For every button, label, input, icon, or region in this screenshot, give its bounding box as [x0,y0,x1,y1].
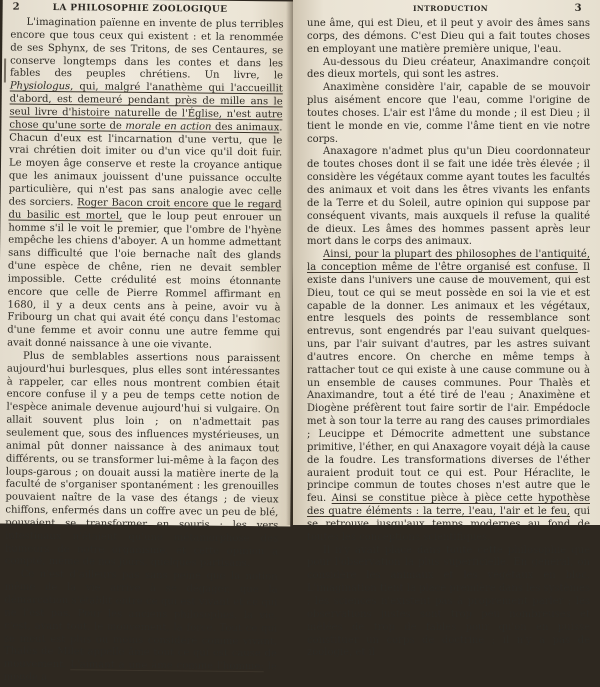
left-running-head: LA PHILOSOPHIE ZOOLOGIQUE [52,3,228,15]
paragraph [307,82,590,146]
underlined-passage: Ainsi se constitue pièce à pièce cette hypothèse des quatre éléments : la terre, l'eau, l'air et le feu, [307,493,590,518]
paragraph [307,545,590,661]
underlined-passage: Ainsi, pour la plupart des philosophes de l'antiquité, la conception même de l'être organisé est confuse. [307,249,590,274]
left-page-header [9,0,284,19]
paragraph [307,249,590,544]
right-page [293,0,600,659]
left-page [0,0,296,684]
underlined-passage: morale en action [125,120,212,133]
text-run: Au-dessous du Dieu créateur, Anaximandre conçoit des dieux mortels, qui sont les astres. [307,56,590,81]
text-run: Il n'y avait place dans toute cette philosophie que pour l'observation la plus superficielle. En général, on considère les animaux et les végétaux en bloc. L'imagination tient la place première dans les systèmes ; les sciences n'existent pas à proprement parler ; les observations justes sont trop peu nombreuses et mêlées de trop de fables pour qu'on en puisse constituer un corps de doctrine ; il n'y a pas de zoologie, et il [307,544,590,659]
text-run: Plus de semblables assertions nous paraissent aujourd'hui burlesques, plus elles sont intéressantes à rappeler, car elles nous montrent combien était encore confuse il y a peu de temps cette notion de l'espèce animale devenue aujourd'hui si vulgaire. On allait souvent plus loin ; on n'admettait pas seulement que, sous des influences mystérieuses, un animal pût donner naissance à des animaux tout différents, ou se transformer lui-même à la façon des loups-garous ; on douait aussi la matière inerte de la faculté de s'organiser spontanément : les grenouilles pouvaient naître de la vase des étangs ; de vieux chiffons, enfermés dans un coffre avec un peu de blé, pouvaient se transformer en souris ; les vers intestinaux n'étaient qu'une métamorphose des humeurs de notre organisme, et cette opinion a compté, même de nos jours, quelques partisans. [4,350,281,570]
text-run: une âme, qui est Dieu, et il peut y avoir des âmes sans corps, des démons. C'est Dieu qui a fait toutes choses en employant une matière première unique, l'eau. [307,18,590,55]
paragraph [4,569,278,687]
paragraph [307,18,590,57]
underlined-passage: Roger Bacon croit encore que le regard du basilic est mortel, [8,197,282,222]
right-page-text [307,18,590,660]
text-run: Anaximène considère l'air, capable de se mouvoir plus aisément encore que l'eau, comme l'origine de toutes choses. L'air est l'âme du monde ; il est Dieu ; il tient le monde en vie, comme l'âme tient en vie notre corps. [307,82,590,145]
text-run: que le loup peut enrouer un homme s'il le voit le premier, que l'ombre de l'hyène empêche les chiens d'aboyer. A un homme admettant sans difficulté que l'oie bernache naît des glands d'une espèce de chêne, rien ne devait sembler impossible. Cette crédulité est moins étonnante encore que celle de Pierre Rommel affirmant en 1680, il y a deux cents ans à peine, avoir vu à Fribourg un chat qui avait été conçu dans l'estomac d'une femme et avoir connu une autre femme qui avait donné naissance à une oie vivante. [7,210,282,351]
underlined-passage: Physiologus [9,80,71,93]
underlined-passage: des animaux [211,121,280,134]
text-run: Ce n'est d'ailleurs pas sans peine que la notion même de la vie arrive à se dégager, que la démarcation s'établit entre ce qui est vivant et ce qui ne l'est pas. Pour les anciens philosophes, la vie, c'est, avant tout, le mouvement, la force. Tout ce qui se meut est plus ou moins considéré comme vivant. Thalès de Milet appelle âme tout ce qui est cause de mouvement. [3,568,278,671]
text-run: Anaxagore n'admet plus qu'un Dieu coordonnateur de toutes choses dont il se fait une idée très élevée ; il considère les végétaux comme ayant toutes les facultés des animaux et voit dans les êtres vivants les enfants de la Terre et du Soleil, autre opinion qui suppose par conséquent vivants, mais auxquels il refuse la qualité de dieux. Les âmes des hommes passent après leur mort dans le corps des animaux. [307,146,590,248]
text-run: Il existe dans l'univers une cause de mouvement, qui est Dieu, tout ce qui se meut possède en soi la vie et est capable de la donner. Les animaux et les végétaux, entre lesquels des points de ressemblance sont entrevus, sont engendrés par l'eau suivant quelques-uns, par l'air suivant d'autres, par les astres suivant d'autres encore. On cherche en même temps à rattacher tout ce qui existe à une cause commune ou à un ensemble de causes communes. Pour Thalès et Anaximandre, tout a été tiré de l'eau ; Anaximène et Diogène préfèrent tout faire sortir de l'air. Empédocle met à son tour la terre au rang des causes primordiales ; Leucippe et Démocrite admettent une substance primitive, l'éther, en qui Anaxagore voyait déjà la cause de la foudre. Les transformations diverses de l'éther auraient produit tout ce qui est. Pour Héraclite, le principe commun de toutes choses n'est autre que le feu. [307,262,591,505]
text-run: le monde a [3,661,277,684]
underlined-passage: L'aimant a une âme comme l'homme; [70,659,264,673]
text-run: L'imagination païenne en invente de plus terribles encore que tous ceux qui existent : et la renommée de ses Sphynx, de ses Tritons, de ses Centaures, se conserve longtemps dans les contes et dans les fables des peuples chrétiens. Un livre, le [9,16,284,82]
paragraph [307,146,590,249]
paragraph [307,57,590,83]
text-run: qui se retrouve jusqu'aux temps modernes au fond de toutes les conceptions scientifiques. [307,506,590,543]
right-page-header [307,0,590,18]
paragraph [7,17,283,354]
left-page-number: 2 [12,1,21,13]
pencil-margin-mark [4,58,6,82]
right-running-head: INTRODUCTION [413,4,489,13]
left-page-text [2,17,284,687]
underlined-passage: , qui, malgré l'anathème qui l'accueillit d'abord, est demeuré pendant près de mille ans le seul livre d'histoire naturelle de l'Église, n'est autre chose qu'une sorte de [9,81,283,132]
text-run: . Chacun d'eux est l'incarnation d'une vertu, que le vrai chrétien doit imiter ou d'un vice qu'il doit fuir. Le moyen âge conserve et reste la croyance antique que les animaux jouissent d'une puissance occulte particulière, qui n'est pas sans analogie avec celle des sorciers. [8,122,283,209]
right-page-number: 3 [574,3,582,14]
paragraph [5,350,280,571]
